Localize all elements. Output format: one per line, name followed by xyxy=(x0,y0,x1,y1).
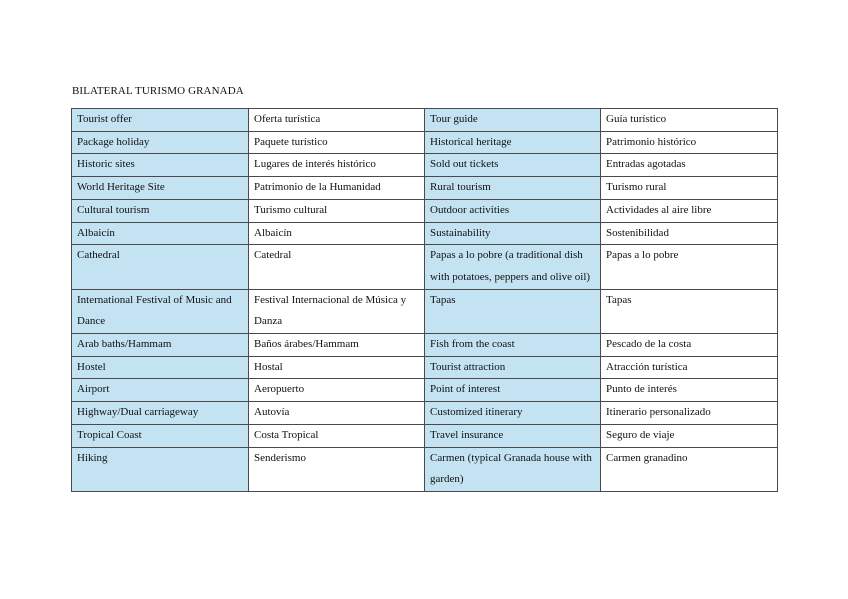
english-term-2-cell: Fish from the coast xyxy=(425,334,601,357)
english-term-1-cell: Hiking xyxy=(72,447,249,491)
english-term-2-cell: Sustainability xyxy=(425,222,601,245)
table-row xyxy=(72,109,778,132)
english-term-2-cell: Rural tourism xyxy=(425,177,601,200)
spanish-term-1-cell: Senderismo xyxy=(249,447,425,491)
glossary-body xyxy=(72,109,778,492)
spanish-term-1-cell: Aeropuerto xyxy=(249,379,425,402)
english-term-1-cell: World Heritage Site xyxy=(72,177,249,200)
spanish-term-1-cell: Lugares de interés histórico xyxy=(249,154,425,177)
table-row xyxy=(72,154,778,177)
spanish-term-2-cell: Tapas xyxy=(601,289,778,333)
english-term-2-cell: Tapas xyxy=(425,289,601,333)
spanish-term-2-cell: Carmen granadino xyxy=(601,447,778,491)
english-term-2-cell: Customized itinerary xyxy=(425,402,601,425)
table-row xyxy=(72,199,778,222)
english-term-1-cell: Cultural tourism xyxy=(72,199,249,222)
table-row xyxy=(72,245,778,289)
spanish-term-1-cell: Festival Internacional de Música y Danza xyxy=(249,289,425,333)
spanish-term-1-cell: Turismo cultural xyxy=(249,199,425,222)
spanish-term-1-cell: Baños árabes/Hammam xyxy=(249,334,425,357)
spanish-term-1-cell: Autovía xyxy=(249,402,425,425)
document-title: BILATERAL TURISMO GRANADA xyxy=(72,85,244,97)
spanish-term-2-cell: Turismo rural xyxy=(601,177,778,200)
english-term-2-cell: Travel insurance xyxy=(425,424,601,447)
english-term-1-cell: Albaicín xyxy=(72,222,249,245)
table-row xyxy=(72,356,778,379)
english-term-1-cell: Hostel xyxy=(72,356,249,379)
spanish-term-2-cell: Seguro de viaje xyxy=(601,424,778,447)
spanish-term-2-cell: Actividades al aire libre xyxy=(601,199,778,222)
table-row xyxy=(72,424,778,447)
spanish-term-1-cell: Hostal xyxy=(249,356,425,379)
spanish-term-1-cell: Catedral xyxy=(249,245,425,289)
tourism-glossary-table xyxy=(71,108,778,492)
english-term-2-cell: Tourist attraction xyxy=(425,356,601,379)
spanish-term-2-cell: Entradas agotadas xyxy=(601,154,778,177)
english-term-1-cell: International Festival of Music and Dance xyxy=(72,289,249,333)
spanish-term-1-cell: Albaicín xyxy=(249,222,425,245)
english-term-2-cell: Tour guide xyxy=(425,109,601,132)
table-row xyxy=(72,131,778,154)
spanish-term-2-cell: Papas a lo pobre xyxy=(601,245,778,289)
spanish-term-1-cell: Paquete turístico xyxy=(249,131,425,154)
spanish-term-2-cell: Guía turístico xyxy=(601,109,778,132)
english-term-1-cell: Cathedral xyxy=(72,245,249,289)
english-term-1-cell: Tropical Coast xyxy=(72,424,249,447)
english-term-1-cell: Arab baths/Hammam xyxy=(72,334,249,357)
spanish-term-2-cell: Sostenibilidad xyxy=(601,222,778,245)
english-term-2-cell: Point of interest xyxy=(425,379,601,402)
english-term-2-cell: Carmen (typical Granada house with garden) xyxy=(425,447,601,491)
spanish-term-1-cell: Oferta turística xyxy=(249,109,425,132)
english-term-1-cell: Package holiday xyxy=(72,131,249,154)
table-row xyxy=(72,289,778,333)
spanish-term-2-cell: Patrimonio histórico xyxy=(601,131,778,154)
table-row xyxy=(72,402,778,425)
english-term-1-cell: Historic sites xyxy=(72,154,249,177)
spanish-term-2-cell: Punto de interés xyxy=(601,379,778,402)
table-row xyxy=(72,379,778,402)
english-term-1-cell: Airport xyxy=(72,379,249,402)
english-term-1-cell: Highway/Dual carriageway xyxy=(72,402,249,425)
english-term-2-cell: Outdoor activities xyxy=(425,199,601,222)
spanish-term-1-cell: Costa Tropical xyxy=(249,424,425,447)
table-row xyxy=(72,222,778,245)
english-term-2-cell: Historical heritage xyxy=(425,131,601,154)
english-term-2-cell: Sold out tickets xyxy=(425,154,601,177)
english-term-1-cell: Tourist offer xyxy=(72,109,249,132)
table-row xyxy=(72,177,778,200)
english-term-2-cell: Papas a lo pobre (a traditional dish with potatoes, peppers and olive oil) xyxy=(425,245,601,289)
spanish-term-1-cell: Patrimonio de la Humanidad xyxy=(249,177,425,200)
spanish-term-2-cell: Itinerario personalizado xyxy=(601,402,778,425)
spanish-term-2-cell: Atracción turística xyxy=(601,356,778,379)
spanish-term-2-cell: Pescado de la costa xyxy=(601,334,778,357)
table-row xyxy=(72,447,778,491)
table-row xyxy=(72,334,778,357)
